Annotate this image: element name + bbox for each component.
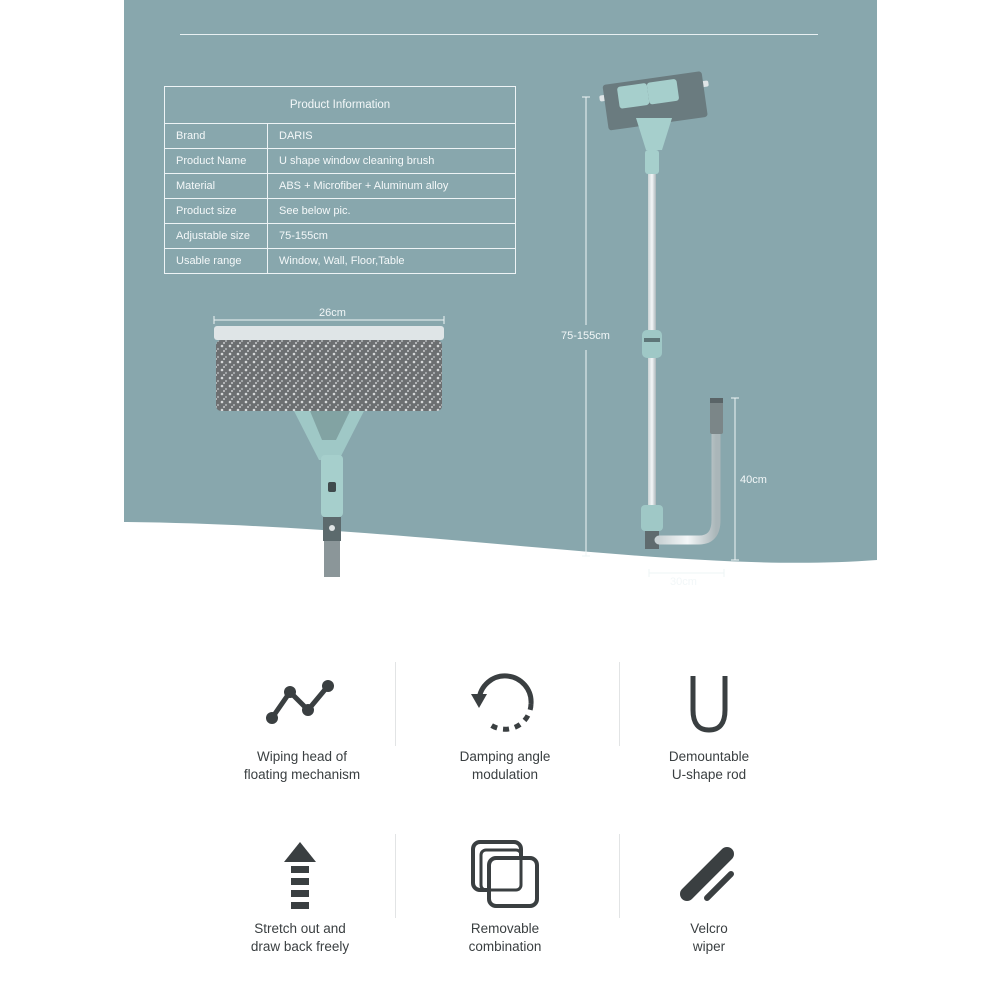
table-row [165,199,516,224]
head-width-label: 26cm [319,307,346,319]
feature-removable [405,836,605,956]
feature-divider [395,834,396,918]
feature-label: Stretch out and draw back freely [250,921,350,954]
row-key: Adjustable size [165,224,268,249]
pole-length-label: 75-155cm [561,330,610,342]
table-row [165,149,516,174]
row-value: DARIS [268,124,516,149]
table-row [165,124,516,149]
diagonal-strip-icon [669,836,749,916]
table-row [165,174,516,199]
rotate-arrow-icon [465,664,545,744]
feature-telescopic [200,836,400,956]
zigzag-line-icon [262,664,342,744]
row-key: Material [165,174,268,199]
u-shape-icon [669,664,749,744]
row-value: 75-155cm [268,224,516,249]
u-width-label: 30cm [670,576,697,588]
row-key: Brand [165,124,268,149]
product-info-table [164,86,516,274]
table-row [165,224,516,249]
top-divider [180,34,818,35]
row-key: Product Name [165,149,268,174]
overlapping-squares-icon [465,836,545,916]
u-height-label: 40cm [740,474,767,486]
row-value: See below pic. [268,199,516,224]
table-title: Product Information [165,87,516,124]
feature-u-shape-rod [609,664,809,784]
row-value: U shape window cleaning brush [268,149,516,174]
feature-label: Velcro wiper [690,921,728,954]
feature-label: Demountable U-shape rod [668,749,750,782]
row-key: Product size [165,199,268,224]
feature-damping-angle [405,664,605,784]
feature-label: Damping angle modulation [459,749,551,782]
table-row [165,249,516,274]
feature-divider [395,662,396,746]
row-value: ABS + Microfiber + Aluminum alloy [268,174,516,199]
feature-velcro [609,836,809,956]
feature-label: Wiping head of floating mechanism [243,749,361,782]
row-value: Window, Wall, Floor,Table [268,249,516,274]
table-header-row [165,87,516,124]
row-key: Usable range [165,249,268,274]
up-arrow-stack-icon [260,836,340,916]
feature-label: Removable combination [468,921,542,954]
feature-floating-head [202,664,402,784]
